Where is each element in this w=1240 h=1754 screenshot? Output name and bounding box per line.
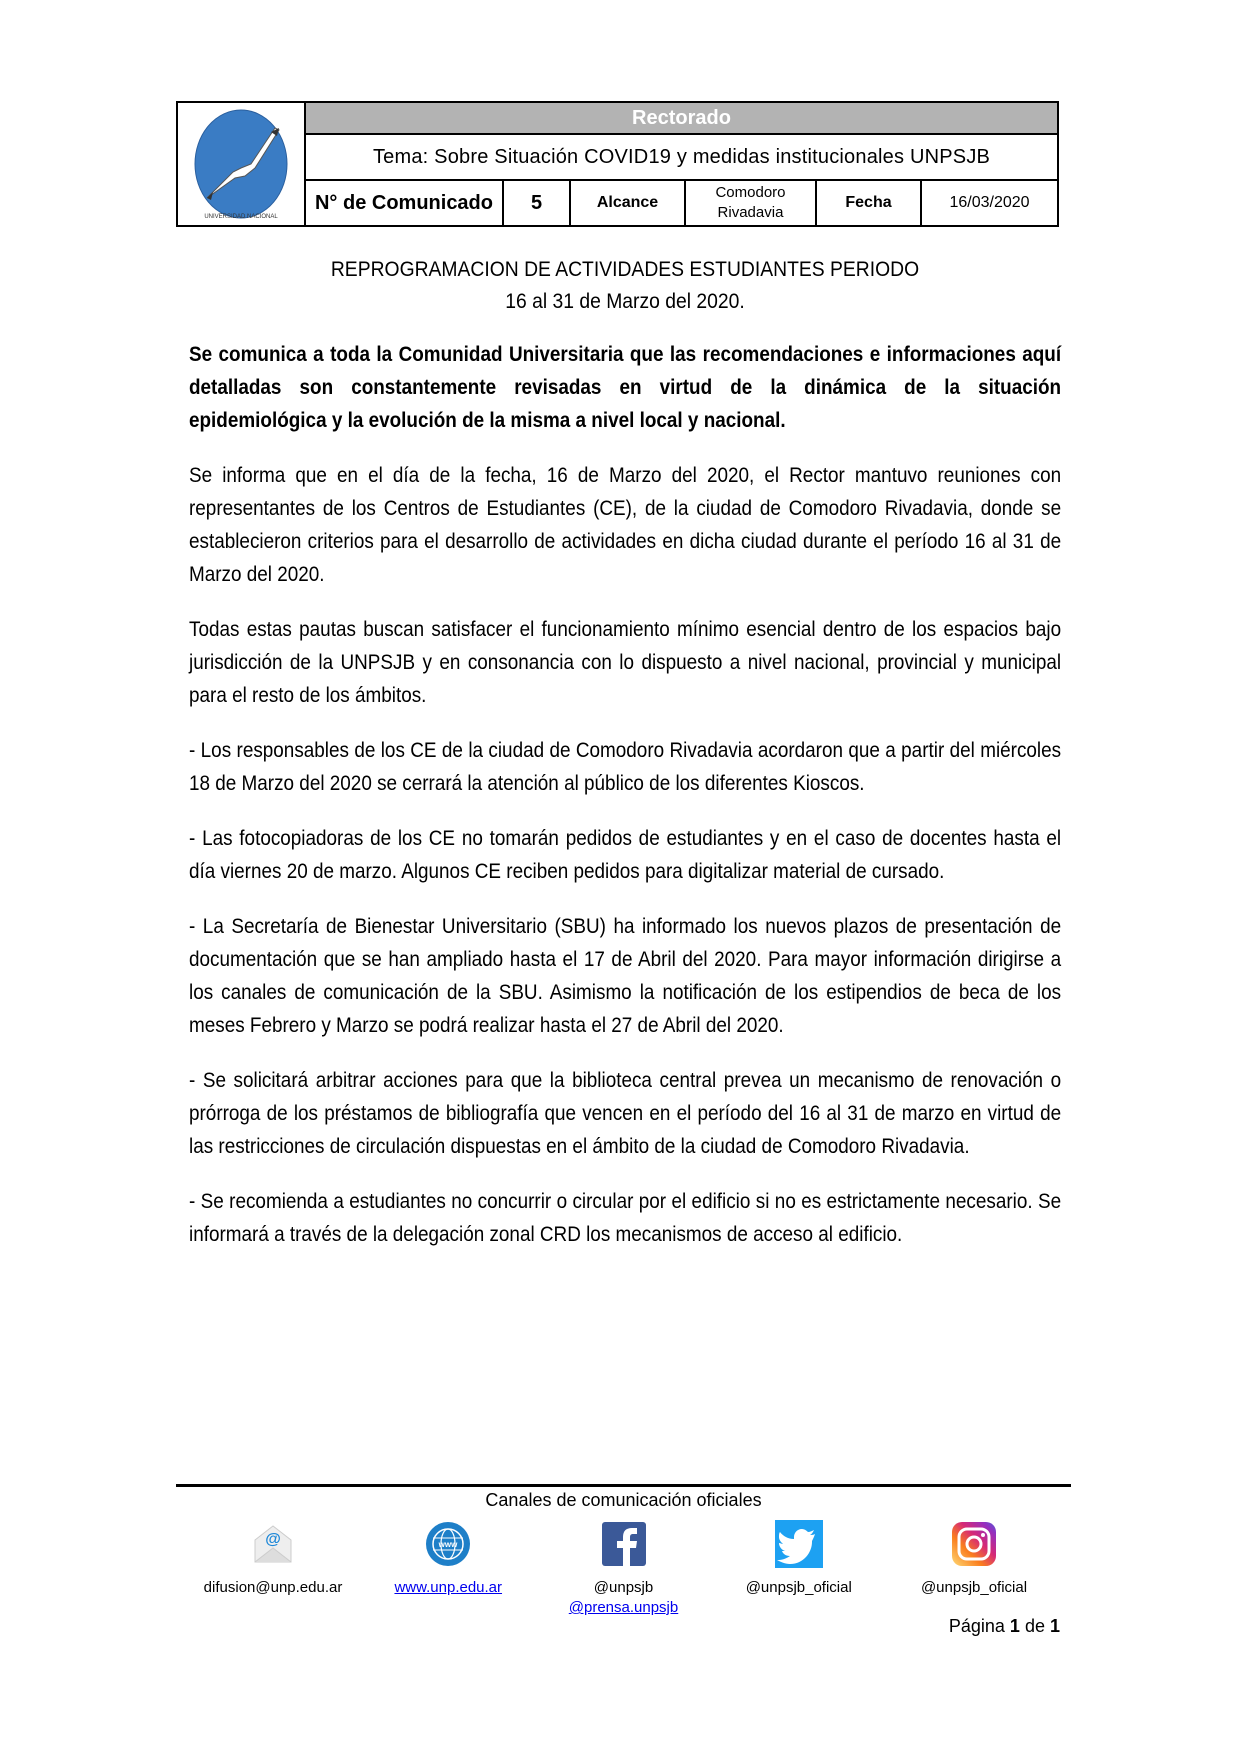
lead-paragraph: Se comunica a toda la Comunidad Universitaria que las recomendaciones e informaciones aquí detalladas son constantemente revisadas en virtud de la dinámica de la situación epidemiológica y la evolución de la misma a nivel local y nacional.	[189, 343, 1062, 432]
twitter-icon	[775, 1520, 823, 1568]
channel-twitter-label: @unpsjb_oficial	[745, 1579, 852, 1596]
document-title	[224, 254, 1026, 318]
department-band: Rectorado	[306, 103, 1057, 135]
body-paragraph: - Se recomienda a estudiantes no concurrir o circular por el edificio si no es estrictamente necesario. Se informará a través de la delegación zonal CRD los mecanismos de acceso al edificio.	[189, 1190, 1062, 1246]
body-paragraph: Se informa que en el día de la fecha, 16 de Marzo del 2020, el Rector mantuvo reuniones con representantes de los Centros de Estudiantes (CE), de la ciudad de Comodoro Rivadavia, donde se establecieron criterios para el desarrollo de actividades en dicha ciudad durante el período 16 al 31 de Marzo del 2020.	[189, 464, 1062, 586]
channel-instagram	[889, 1520, 1059, 1618]
channel-facebook-label: @unpsjb	[593, 1579, 654, 1596]
alcance-value-line2: Rivadavia	[717, 204, 784, 221]
channel-twitter	[714, 1520, 884, 1618]
facebook-icon	[600, 1520, 648, 1568]
svg-text:@: @	[265, 1531, 281, 1548]
comunicado-label: N° de Comunicado	[306, 181, 504, 225]
instagram-icon	[950, 1520, 998, 1568]
info-row	[306, 181, 1057, 225]
alcance-value	[686, 181, 817, 225]
page-current: 1	[1009, 1616, 1020, 1636]
website-link[interactable]: www.unp.edu.ar	[394, 1579, 503, 1596]
facebook-prensa-link[interactable]: @prensa.unpsjb	[568, 1599, 679, 1616]
channel-instagram-label: @unpsjb_oficial	[920, 1579, 1028, 1596]
page-number	[949, 1616, 1060, 1637]
alcance-label: Alcance	[571, 181, 686, 225]
body-paragraph: - Los responsables de los CE de la ciudad de Comodoro Rivadavia acordaron que a partir del miércoles 18 de Marzo del 2020 se cerrará la atención al público de los diferentes Kioscos.	[189, 739, 1062, 795]
title-line-1: REPROGRAMACION DE ACTIVIDADES ESTUDIANTES PERIODO	[330, 258, 920, 281]
channel-email-label: difusion@unp.edu.ar	[203, 1579, 343, 1596]
channel-facebook	[539, 1520, 709, 1618]
fecha-label: Fecha	[817, 181, 922, 225]
body-paragraph: Todas estas pautas buscan satisfacer el funcionamiento mínimo esencial dentro de los espacios bajo jurisdicción de la UNPSJB y en consonancia con lo dispuesto a nivel nacional, provincial y municipal para el resto de los ámbitos.	[189, 618, 1062, 707]
title-line-2: 16 al 31 de Marzo del 2020.	[505, 290, 745, 313]
footer-divider	[176, 1484, 1071, 1487]
header-table	[176, 101, 1059, 227]
web-globe-icon	[424, 1520, 472, 1568]
fecha-value: 16/03/2020	[949, 194, 1030, 211]
svg-text:UNIVERSIDAD NACIONAL: UNIVERSIDAD NACIONAL	[204, 214, 278, 220]
page-total: 1	[1049, 1616, 1060, 1636]
logo-cell	[178, 103, 306, 225]
channels-list	[176, 1520, 1071, 1618]
channel-email	[188, 1520, 358, 1618]
body-paragraph: - Las fotocopiadoras de los CE no tomarán pedidos de estudiantes y en el caso de docentes hasta el día viernes 20 de marzo. Algunos CE reciben pedidos para digitalizar material de cursado.	[189, 827, 1062, 883]
tema-title: Tema: Sobre Situación COVID19 y medidas institucionales UNPSJB	[306, 135, 1057, 181]
channel-web	[363, 1520, 533, 1618]
svg-text:www: www	[438, 1540, 458, 1549]
document-body	[189, 338, 1061, 1273]
page-sep: de	[1024, 1616, 1045, 1636]
body-paragraph: - Se solicitará arbitrar acciones para que la biblioteca central prevea un mecanismo de renovación o prórroga de los préstamos de bibliografía que vencen en el período del 16 al 31 de marzo en virtud de las restricciones de circulación dispuestas en el ámbito de la ciudad de Comodoro Rivadavia.	[189, 1069, 1062, 1158]
page-prefix: Página	[948, 1616, 1005, 1636]
university-logo-icon	[189, 106, 293, 222]
alcance-value-line1: Comodoro	[715, 184, 786, 201]
body-paragraph: - La Secretaría de Bienestar Universitario (SBU) ha informado los nuevos plazos de presentación de documentación que se han ampliado hasta el 17 de Abril del 2020. Para mayor información dirigirse a los canales de comunicación de la SBU. Asimismo la notificación de los estipendios de beca de los meses Febrero y Marzo se podrá realizar hasta el 27 de Abril del 2020.	[189, 915, 1062, 1037]
email-icon	[249, 1520, 297, 1568]
footer-title: Canales de comunicación oficiales	[485, 1490, 762, 1510]
comunicado-number: 5	[504, 181, 571, 225]
